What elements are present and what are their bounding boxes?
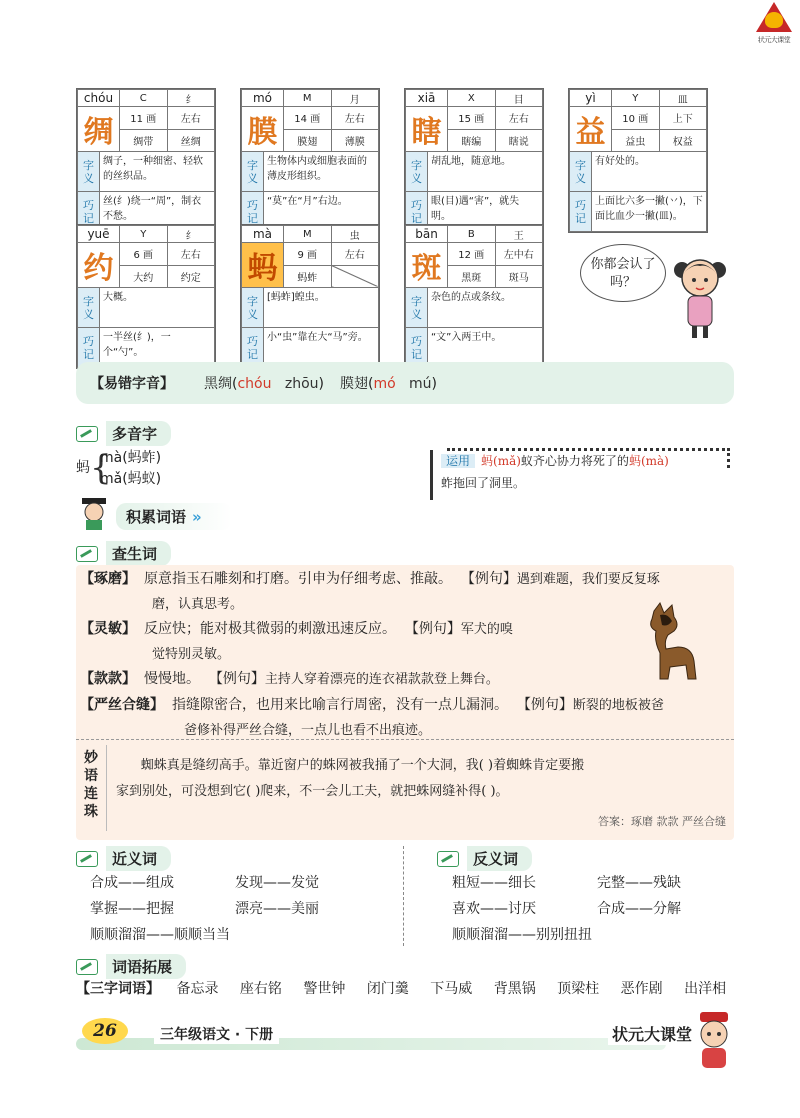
synonym-heading: 近义词 (76, 846, 171, 871)
word-item: 恶作剧 (620, 981, 663, 997)
page-footer (76, 1018, 692, 1050)
expansion-heading: 词语拓展 (76, 954, 186, 979)
pencil-icon (76, 851, 98, 867)
meaning-label: 字义 (242, 152, 264, 192)
structure: 左中右 (495, 243, 543, 266)
pinyin: xiā (406, 90, 448, 107)
vocab-item: 【琢磨】 原意指玉石雕刻和打磨。引申为仔细考虑、推敲。 【例句】遇到难题，我们要反复琢 磨，认真思考。 (80, 571, 660, 612)
pencil-icon (437, 851, 459, 867)
memo-label: 巧记 (78, 192, 100, 232)
char-card (568, 88, 708, 233)
char-card (240, 224, 380, 369)
big-character: 瞎 (406, 107, 448, 152)
word-item: 警世钟 (303, 981, 346, 997)
word-1: 瞎编 (448, 129, 495, 152)
pinyin: mà (242, 226, 284, 243)
meaning-label: 字义 (242, 288, 264, 328)
char-card (76, 224, 216, 369)
synonym-list: 合成——组成 发现——发觉 掌握——把握 漂亮——美丽 顺顺溜溜——顺顺当当 (90, 875, 319, 943)
radical: 纟 (167, 226, 215, 243)
big-character: 益 (570, 107, 612, 152)
word-1: 绸带 (120, 129, 168, 152)
structure: 上下 (659, 107, 707, 130)
brand-label: 状元大课堂 (608, 1022, 696, 1045)
pinyin: yì (570, 90, 612, 107)
meaning-label: 字义 (78, 152, 100, 192)
word-2: 薄膜 (331, 129, 379, 152)
error-pronunciation-bar (76, 362, 734, 404)
meaning: 胡乱地，随意地。 (428, 152, 543, 192)
radical: 月 (331, 90, 379, 107)
word-1: 大约 (120, 265, 168, 288)
polyphone-heading: 多音字 (76, 421, 171, 446)
word-item: 闭门羹 (366, 981, 409, 997)
word-item: 下马威 (430, 981, 473, 997)
antonym-heading: 反义词 (437, 846, 532, 871)
word-item: 出洋相 (684, 981, 727, 997)
meaning-label: 字义 (406, 288, 428, 328)
structure: 左右 (167, 107, 215, 130)
pencil-icon (76, 959, 98, 975)
memo: 丝(纟)绕一“周”，制衣不愁。 (100, 192, 215, 232)
error-title: 【易错字音】 (90, 376, 174, 392)
big-character: 斑 (406, 243, 448, 288)
usage-box: 运用 蚂(mǎ)蚁齐心协力将死了的蚂(mà) 蚱拖回了洞里。 (430, 450, 730, 500)
memo-label: 巧记 (242, 328, 264, 368)
meaning: 生物体内或细胞表面的薄皮形组织。 (264, 152, 379, 192)
memo-label: 巧记 (406, 192, 428, 232)
stroke-count: 14 画 (284, 107, 332, 130)
girl-illustration (668, 248, 732, 340)
error-word-1: 黑绸(chóu zhōu) (204, 376, 324, 392)
initial-letter: Y (120, 226, 168, 243)
mascot-icon (690, 1010, 738, 1072)
vocab-item: 【款款】 慢慢地。 【例句】主持人穿着漂亮的连衣裙款款登上舞台。 (80, 671, 499, 687)
stroke-count: 9 画 (284, 243, 331, 266)
doctor-icon (76, 494, 116, 530)
word-1: 膜翅 (284, 129, 332, 152)
word-2: 丝绸 (167, 129, 215, 152)
dog-illustration (634, 601, 704, 681)
word-2 (331, 265, 379, 288)
antonym-list: 粗短——细长 完整——残缺 喜欢——讨厌 合成——分解 顺顺溜溜——别别扭扭 (452, 875, 681, 943)
word-item: 顶梁柱 (557, 981, 600, 997)
meaning-label: 字义 (78, 288, 100, 328)
page-number: 26 (82, 1018, 128, 1044)
pinyin: yuē (78, 226, 120, 243)
vocab-item: 【灵敏】 反应快；能对极其微弱的刺激迅速反应。 【例句】军犬的嗅 觉特别灵敏。 (80, 621, 513, 662)
grade-label: 三年级语文 · 下册 (154, 1024, 279, 1044)
structure: 左右 (167, 243, 215, 266)
big-character: 约 (78, 243, 120, 288)
error-word-2: 膜翅(mó mú) (339, 376, 437, 392)
radical: 王 (495, 226, 543, 243)
radical: 目 (495, 90, 543, 107)
memo-label: 巧记 (78, 328, 100, 368)
brand-logo (752, 2, 796, 48)
char-card (240, 88, 380, 233)
word-2: 权益 (659, 129, 707, 152)
meaning-label: 字义 (570, 152, 592, 192)
pencil-icon (76, 426, 98, 442)
meaning: 杂色的点或条纹。 (428, 288, 543, 328)
speech-bubble: 你都会认了吗？ (580, 244, 666, 302)
miao-passage: 蜘蛛真是缝纫高手。靠近窗户的蛛网被我捅了一个大洞，我( )着蜘蛛肯定要搬 家到别处，可没想到它( )爬来，不一会儿工夫，就把蛛网缝补得( )。 (116, 758, 585, 799)
pinyin: mó (242, 90, 284, 107)
meaning: [蚂蚱]蝗虫。 (264, 288, 379, 328)
memo: 上面比六多一撇(丷)，下面比血少一撇(皿)。 (592, 192, 707, 232)
radical: 虫 (331, 226, 379, 243)
stroke-count: 11 画 (120, 107, 168, 130)
initial-letter: M (284, 90, 332, 107)
expansion-list: 【三字词语】 备忘录 座右铭 警世钟 闭门羹 下马威 背黑锅 顶梁柱 恶作剧 出洋相 (76, 981, 727, 997)
word-item: 座右铭 (239, 981, 282, 997)
stroke-count: 15 画 (448, 107, 495, 130)
stroke-count: 6 画 (120, 243, 168, 266)
initial-letter: B (448, 226, 495, 243)
initial-letter: C (120, 90, 168, 107)
memo-label: 巧记 (570, 192, 592, 232)
char-card (404, 88, 544, 233)
big-character: 绸 (78, 107, 120, 152)
memo: “文”入两王中。 (428, 328, 543, 368)
structure: 左右 (331, 107, 379, 130)
answer-text: 答案：琢磨 款款 严丝合缝 (598, 815, 726, 828)
word-2: 约定 (167, 265, 215, 288)
memo: “莫”在“月”右边。 (264, 192, 379, 232)
pinyin: bān (406, 226, 448, 243)
structure: 左右 (495, 107, 543, 130)
radical: 皿 (659, 90, 707, 107)
memo: 一半丝(纟)，一个“勺”。 (100, 328, 215, 368)
memo: 小“虫”靠在大“马”旁。 (264, 328, 379, 368)
divider (76, 739, 734, 740)
initial-letter: X (448, 90, 495, 107)
big-character: 膜 (242, 107, 284, 152)
logo-text: 状元大课堂 (757, 36, 791, 44)
structure: 左右 (331, 243, 379, 266)
stroke-count: 12 画 (448, 243, 495, 266)
big-character: 蚂 (242, 243, 284, 288)
lookup-heading: 查生词 (76, 541, 171, 566)
initial-letter: Y (612, 90, 660, 107)
radical: 纟 (167, 90, 215, 107)
initial-letter: M (284, 226, 331, 243)
word-1: 益虫 (612, 129, 660, 152)
accumulate-heading: 积累词语 » (76, 494, 232, 530)
memo-label: 巧记 (242, 192, 264, 232)
meaning-label: 字义 (406, 152, 428, 192)
stroke-count: 10 画 (612, 107, 660, 130)
word-2: 瞎说 (495, 129, 543, 152)
brace-icon: { (90, 448, 112, 488)
logo-icon (756, 2, 792, 32)
meaning: 大概。 (100, 288, 215, 328)
char-card (76, 88, 216, 233)
vocab-item: 【严丝合缝】 指缝隙密合，也用来比喻言行周密，没有一点儿漏洞。 【例句】断裂的地板被爸 爸修补得严丝合缝，一点儿也看不出痕迹。 (80, 697, 664, 738)
word-item: 背黑锅 (493, 981, 536, 997)
memo: 眼(目)遇“害”，就失明。 (428, 192, 543, 232)
divider (106, 745, 107, 831)
vocabulary-box (76, 565, 734, 840)
miao-label: 妙语连珠 (84, 750, 98, 820)
meaning: 绸子，一种细密、轻软的丝织品。 (100, 152, 215, 192)
memo-label: 巧记 (406, 328, 428, 368)
char-card (404, 224, 544, 369)
word-1: 蚂蚱 (284, 265, 331, 288)
word-1: 黑斑 (448, 265, 495, 288)
column-divider (403, 846, 404, 946)
pinyin: chóu (78, 90, 120, 107)
word-2: 斑马 (495, 265, 543, 288)
pencil-icon (76, 546, 98, 562)
word-item: 备忘录 (176, 981, 219, 997)
meaning: 有好处的。 (592, 152, 707, 192)
